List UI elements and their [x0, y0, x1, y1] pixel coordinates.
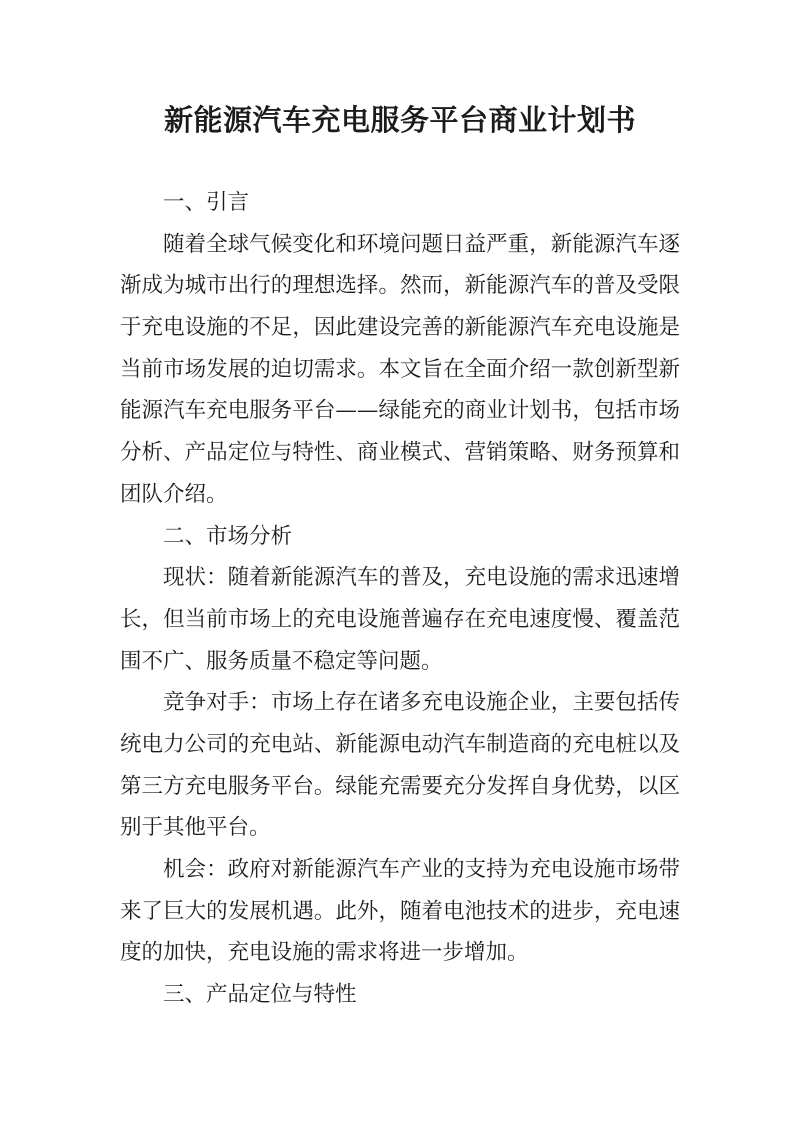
section-heading-market-analysis: 二、市场分析: [163, 523, 293, 549]
paragraph-line: 围不广、服务质量不稳定等问题。: [120, 648, 443, 674]
section-heading-product-positioning: 三、产品定位与特性: [163, 982, 357, 1008]
paragraph-competitors: [120, 682, 680, 849]
paragraph-line: 来了巨大的发展机遇。此外，随着电池技术的进步，充电速: [120, 898, 680, 924]
paragraph-line: 于充电设施的不足，因此建设完善的新能源汽车充电设施是: [120, 315, 680, 341]
document-title: 新能源汽车充电服务平台商业计划书: [163, 103, 636, 137]
document-body: [120, 182, 680, 1016]
paragraph-line: 别于其他平台。: [120, 815, 271, 841]
paragraph-line: 长，但当前市场上的充电设施普遍存在充电速度慢、覆盖范: [120, 606, 680, 632]
paragraph-current-status: [120, 557, 680, 682]
paragraph-line: 团队介绍。: [120, 481, 228, 507]
paragraph-line: 当前市场发展的迫切需求。本文旨在全面介绍一款创新型新: [120, 356, 680, 382]
paragraph-line: 度的加快，充电设施的需求将进一步增加。: [120, 940, 529, 966]
paragraph-line: 竞争对手：市场上存在诸多充电设施企业，主要包括传: [163, 690, 680, 716]
paragraph-line: 第三方充电服务平台。绿能充需要充分发挥自身优势，以区: [120, 773, 680, 799]
paragraph-line: 随着全球气候变化和环境问题日益严重，新能源汽车逐: [163, 231, 680, 257]
section-heading-introduction: 一、引言: [163, 190, 250, 215]
paragraph-line: 机会：政府对新能源汽车产业的支持为充电设施市场带: [163, 857, 680, 882]
paragraph-line: 能源汽车充电服务平台——绿能充的商业计划书，包括市场: [120, 398, 680, 424]
paragraph-line: 统电力公司的充电站、新能源电动汽车制造商的充电桩以及: [120, 731, 680, 757]
paragraph-line: 渐成为城市出行的理想选择。然而，新能源汽车的普及受限: [120, 273, 680, 299]
paragraph-line: 现状：随着新能源汽车的普及，充电设施的需求迅速增: [163, 565, 680, 591]
paragraph-opportunities: [120, 849, 680, 974]
paragraph-introduction: [120, 224, 680, 516]
paragraph-line: 分析、产品定位与特性、商业模式、营销策略、财务预算和: [120, 440, 680, 466]
